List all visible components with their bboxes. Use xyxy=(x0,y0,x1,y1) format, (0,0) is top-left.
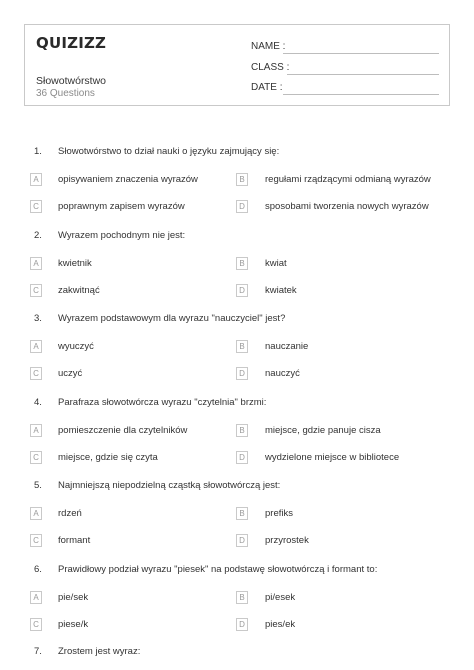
option-text[interactable]: sposobami tworzenia nowych wyrazów xyxy=(265,201,429,212)
option-letter-box[interactable]: D xyxy=(236,284,248,297)
option-letter-box[interactable]: C xyxy=(30,534,42,547)
worksheet-title: Słowotwórstwo xyxy=(36,75,107,87)
option-text[interactable]: pomieszczenie dla czytelników xyxy=(58,425,188,436)
option-text[interactable]: nauczanie xyxy=(265,341,309,352)
option-text[interactable]: zakwitnąć xyxy=(58,285,100,296)
option-letter-box[interactable]: D xyxy=(236,200,248,213)
option-text[interactable]: przyrostek xyxy=(265,535,309,546)
date-label: DATE : xyxy=(251,82,283,93)
option-text[interactable]: miejsce, gdzie panuje cisza xyxy=(265,425,381,436)
option-text[interactable]: prefiks xyxy=(265,508,293,519)
option-letter-box[interactable]: A xyxy=(30,591,42,604)
option-letter-box[interactable]: C xyxy=(30,618,42,631)
class-label: CLASS : xyxy=(251,62,290,73)
option-text[interactable]: pie/sek xyxy=(58,592,89,603)
option-letter-box[interactable]: A xyxy=(30,340,42,353)
option-letter-box[interactable]: B xyxy=(236,507,248,520)
question-number: 2. xyxy=(34,230,42,241)
option-letter-box[interactable]: C xyxy=(30,200,42,213)
option-letter-box[interactable]: B xyxy=(236,424,248,437)
option-letter-box[interactable]: A xyxy=(30,257,42,270)
option-letter-box[interactable]: D xyxy=(236,451,248,464)
option-text[interactable]: poprawnym zapisem wyrazów xyxy=(58,201,185,212)
option-letter-box[interactable]: A xyxy=(30,507,42,520)
question-text: Wyrazem podstawowym dla wyrazu "nauczyciel" jest? xyxy=(58,313,286,324)
question-text: Słowotwórstwo to dział nauki o języku zajmujący się: xyxy=(58,146,280,157)
name-label: NAME : xyxy=(251,41,286,52)
question-number: 1. xyxy=(34,146,42,157)
date-line[interactable] xyxy=(283,94,439,95)
option-letter-box[interactable]: A xyxy=(30,173,42,186)
option-text[interactable]: pies/ek xyxy=(265,619,296,630)
option-letter-box[interactable]: A xyxy=(30,424,42,437)
option-letter-box[interactable]: C xyxy=(30,451,42,464)
option-letter-box[interactable]: D xyxy=(236,534,248,547)
question-text: Najmniejszą niepodzielną cząstką słowotwórczą jest: xyxy=(58,480,281,491)
question-number: 5. xyxy=(34,480,42,491)
option-text[interactable]: formant xyxy=(58,535,91,546)
option-letter-box[interactable]: C xyxy=(30,284,42,297)
question-count: 36 Questions xyxy=(36,88,95,99)
name-line[interactable] xyxy=(283,53,439,54)
quizizz-logo: QUIZIZZ xyxy=(36,34,107,52)
option-text[interactable]: uczyć xyxy=(58,368,83,379)
option-letter-box[interactable]: B xyxy=(236,340,248,353)
question-text: Parafraza słowotwórcza wyrazu "czytelnia" brzmi: xyxy=(58,397,267,408)
option-text[interactable]: wyuczyć xyxy=(58,341,94,352)
option-letter-box[interactable]: D xyxy=(236,618,248,631)
question-number: 6. xyxy=(34,564,42,575)
option-text[interactable]: nauczyć xyxy=(265,368,300,379)
option-text[interactable]: kwietnik xyxy=(58,258,92,269)
question-text: Wyrazem pochodnym nie jest: xyxy=(58,230,186,241)
option-text[interactable]: miejsce, gdzie się czyta xyxy=(58,452,158,463)
question-number: 7. xyxy=(34,646,42,657)
question-number: 3. xyxy=(34,313,42,324)
worksheet-header xyxy=(24,24,450,106)
class-line[interactable] xyxy=(287,74,439,75)
option-letter-box[interactable]: B xyxy=(236,591,248,604)
option-text[interactable]: rdzeń xyxy=(58,508,82,519)
question-number: 4. xyxy=(34,397,42,408)
option-letter-box[interactable]: B xyxy=(236,173,248,186)
option-text[interactable]: pi/esek xyxy=(265,592,296,603)
option-text[interactable]: regułami rządzącymi odmianą wyrazów xyxy=(265,174,431,185)
option-text[interactable]: kwiat xyxy=(265,258,287,269)
question-text: Zrostem jest wyraz: xyxy=(58,646,141,657)
question-text: Prawidłowy podział wyrazu "piesek" na podstawę słowotwórczą i formant to: xyxy=(58,564,378,575)
option-letter-box[interactable]: B xyxy=(236,257,248,270)
option-text[interactable]: opisywaniem znaczenia wyrazów xyxy=(58,174,198,185)
option-letter-box[interactable]: C xyxy=(30,367,42,380)
option-letter-box[interactable]: D xyxy=(236,367,248,380)
option-text[interactable]: wydzielone miejsce w bibliotece xyxy=(265,452,400,463)
option-text[interactable]: kwiatek xyxy=(265,285,297,296)
option-text[interactable]: piese/k xyxy=(58,619,89,630)
